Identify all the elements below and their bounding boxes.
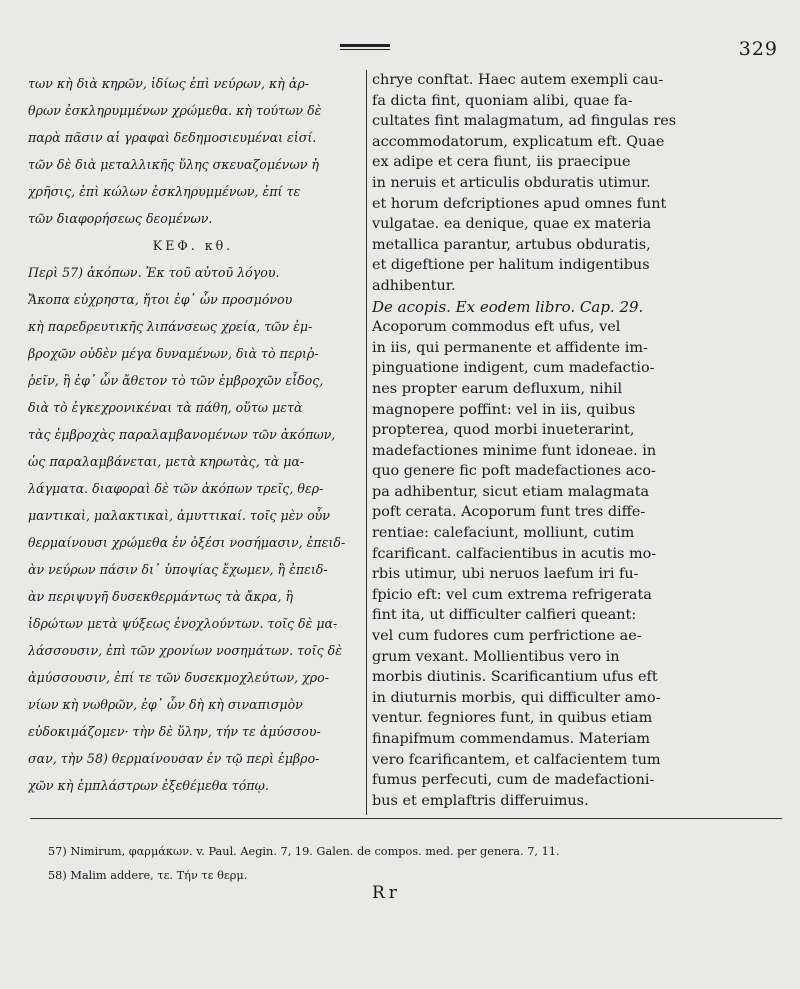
greek-text-line: μαντικαὶ, μαλακτικαὶ, ἀμυττικαί. τοῖς μὲν οὖν bbox=[28, 508, 330, 523]
latin-text-line: vulgatae. ea denique, quae ex materia bbox=[372, 216, 652, 233]
latin-text-line: chrye conftat. Haec autem exempli cau- bbox=[372, 72, 664, 88]
latin-text-line: Acoporum commodus eft ufus, vel bbox=[372, 319, 621, 336]
latin-text-line: et digeftione per halitum indigentibus bbox=[372, 257, 650, 274]
greek-text-column bbox=[28, 70, 358, 799]
latin-text-line: adhibentur. bbox=[372, 277, 456, 294]
latin-text-line: rbis utimur, ubi neruos laefum iri fu- bbox=[372, 566, 639, 583]
greek-text-line: ἱδρώτων μετὰ ψύξεως ἐνοχλούντων. τοῖς δὲ μα- bbox=[28, 616, 338, 631]
latin-text-line: fint ita, ut difficulter calfieri queant: bbox=[372, 607, 637, 624]
greek-text-line: ΚΕΦ. κθ. bbox=[152, 238, 234, 253]
greek-text-line: ὡς παραλαμβάνεται, μετὰ κηρωτὰς, τὰ μα- bbox=[28, 454, 305, 469]
greek-text-line: ῥεῖν, ἢ ἐφ᾽ ὧν ἄθετον τὸ τῶν ἐμβροχῶν εἶδος, bbox=[28, 373, 324, 388]
latin-text-line: finapifmum commendamus. Materiam bbox=[372, 731, 651, 747]
greek-text-line: εὐδοκιμάζομεν· τὴν δὲ ὕλην, τήν τε ἀμύσσου- bbox=[28, 724, 321, 739]
latin-text-line: in iis, qui permanente et affidente im- bbox=[372, 339, 648, 356]
greek-text-line: τὰς ἐμβροχὰς παραλαμβανομένων τῶν ἀκόπων, bbox=[28, 427, 336, 442]
latin-text-line: metallica parantur, artubus obduratis, bbox=[372, 236, 651, 253]
greek-text-line: Περὶ 57) ἀκόπων. Ἐκ τοῦ αὐτοῦ λόγου. bbox=[28, 265, 280, 280]
latin-text-line: accommodatorum, explicatum eft. Quae bbox=[372, 133, 665, 150]
greek-text-line: λάγματα. διαφοραὶ δὲ τῶν ἀκόπων τρεῖς, θερ- bbox=[28, 481, 324, 496]
greek-text-line: κὴ παρεδρευτικῆς λιπάνσεως χρεία, τῶν ἐμ- bbox=[28, 319, 313, 334]
latin-text-line: fa dicta fint, quoniam alibi, quae fa- bbox=[372, 92, 633, 109]
latin-text-line: fcarificant. calfacientibus in acutis mo- bbox=[372, 545, 657, 562]
footnote-line: 57) Nimirum, φαρμάκων. v. Paul. Aegin. 7, 19. Galen. de compos. med. per genera. 7, 11. bbox=[48, 845, 560, 858]
latin-text-line: fumus perfecuti, cum de madefactioni- bbox=[372, 772, 655, 789]
greek-text-line: Ἄκοπα εὐχρηστα, ἤτοι ἐφ᾽ ὧν προσμόνου bbox=[28, 292, 293, 307]
greek-text-line: σαν, τὴν 58) θερμαίνουσαν ἐν τῷ περὶ ἐμβρο- bbox=[28, 751, 320, 766]
signature-mark: Rr bbox=[372, 883, 401, 903]
greek-text-line: θερμαίνουσι χρώμεθα ἐν ὀξέσι νοσήμασιν, ἐπειδ- bbox=[28, 535, 346, 550]
greek-text-line: χρῆσις, ἐπὶ κώλων ἐσκληρυμμένων, ἐπί τε bbox=[28, 184, 301, 199]
header-ornament-rule bbox=[340, 44, 390, 50]
latin-text-line: rentiae: calefaciunt, molliunt, cutim bbox=[372, 525, 635, 542]
latin-text-line: bus et emplaftris differuimus. bbox=[372, 792, 589, 809]
latin-text-line: poft cerata. Acoporum funt tres diffe- bbox=[372, 504, 646, 521]
greek-text-line: ὰν νεύρων πάσιν δι᾽ ὑποψίας ἔχωμεν, ἢ ἐπειδ- bbox=[28, 562, 328, 577]
greek-text-line: ὰν περιψυγῆ δυσεκθερμάντως τὰ ἄκρα, ἢ bbox=[28, 589, 294, 604]
latin-text-line: quo genere fic poft madefactiones aco- bbox=[372, 463, 656, 480]
latin-text-line: madefactiones minime funt idoneae. in bbox=[372, 442, 657, 459]
page-number: 329 bbox=[738, 38, 778, 60]
greek-text-line: τῶν δὲ διὰ μεταλλικῆς ὕλης σκευαζομένων ἡ bbox=[28, 157, 319, 172]
greek-text-line: των κὴ διὰ κηρῶν, ἰδίως ἐπὶ νεύρων, κὴ ἀρ- bbox=[28, 76, 310, 91]
greek-text-line: παρὰ πᾶσιν αἱ γραφαὶ δεδημοσιευμέναι εἰσί. bbox=[28, 130, 317, 145]
greek-text-line: ἀμύσσουσιν, ἐπί τε τῶν δυσεκμοχλεύτων, χρο- bbox=[28, 670, 329, 685]
latin-text-line: in neruis et articulis obduratis utimur. bbox=[372, 174, 651, 191]
greek-text-line: χῶν κὴ ἐμπλάστρων ἐξεθέμεθα τόπῳ. bbox=[28, 778, 269, 793]
latin-text-line: magnopere poffint: vel in iis, quibus bbox=[372, 401, 636, 418]
latin-text-line: vel cum fudores cum perfrictione ae- bbox=[372, 628, 642, 645]
latin-text-line: grum vexant. Mollientibus vero in bbox=[372, 648, 620, 665]
greek-text-line: βροχῶν οὐδὲν μέγα δυναμένων, διὰ τὸ περιῤ- bbox=[28, 346, 319, 361]
latin-text-line: De acopis. Ex eodem libro. Cap. 29. bbox=[372, 297, 644, 316]
latin-text-column bbox=[372, 70, 782, 811]
latin-text-line: fpicio eft: vel cum extrema refrigerata bbox=[372, 586, 652, 603]
latin-text-line: pinguatione indigent, cum madefactio- bbox=[372, 360, 655, 377]
latin-text-line: cultates fint malagmatum, ad fingulas res bbox=[372, 113, 677, 130]
greek-text-line: θρων ἐσκληρυμμένων χρώμεθα. κὴ τούτων δὲ bbox=[28, 103, 322, 118]
greek-text-line: νίων κὴ νωθρῶν, ἐφ᾽ ὧν δὴ κὴ σιναπισμὸν bbox=[28, 697, 303, 712]
latin-text-line: in diuturnis morbis, qui difficulter amo- bbox=[372, 689, 661, 706]
latin-text-line: vero fcarificantem, et calfacientem tum bbox=[372, 751, 661, 768]
footnotes bbox=[48, 840, 778, 888]
latin-text-line: pa adhibentur, sicut etiam malagmata bbox=[372, 483, 650, 500]
greek-text-line: διὰ τὸ ἐγκεχρονικέναι τὰ πάθη, οὕτω μετὰ bbox=[28, 400, 303, 415]
footnote-line: 58) Malim addere, τε. Τήν τε θερμ. bbox=[48, 869, 248, 882]
latin-text-line: propterea, quod morbi inueterarint, bbox=[372, 422, 635, 439]
latin-text-line: et horum defcriptiones apud omnes funt bbox=[372, 195, 667, 212]
column-divider bbox=[366, 70, 367, 815]
footnote-separator bbox=[30, 818, 782, 819]
greek-text-line: λάσσουσιν, ἐπὶ τῶν χρονίων νοσημάτων. τοῖς δὲ bbox=[28, 643, 342, 658]
greek-text-line: τῶν διαφορήσεως δεομένων. bbox=[28, 211, 213, 226]
latin-text-line: nes propter earum defluxum, nihil bbox=[372, 380, 623, 397]
latin-text-line: morbis diutinis. Scarificantium ufus eft bbox=[372, 669, 658, 686]
latin-text-line: ventur. fegniores funt, in quibus etiam bbox=[372, 710, 653, 727]
latin-text-line: ex adipe et cera fiunt, iis praecipue bbox=[372, 154, 631, 171]
